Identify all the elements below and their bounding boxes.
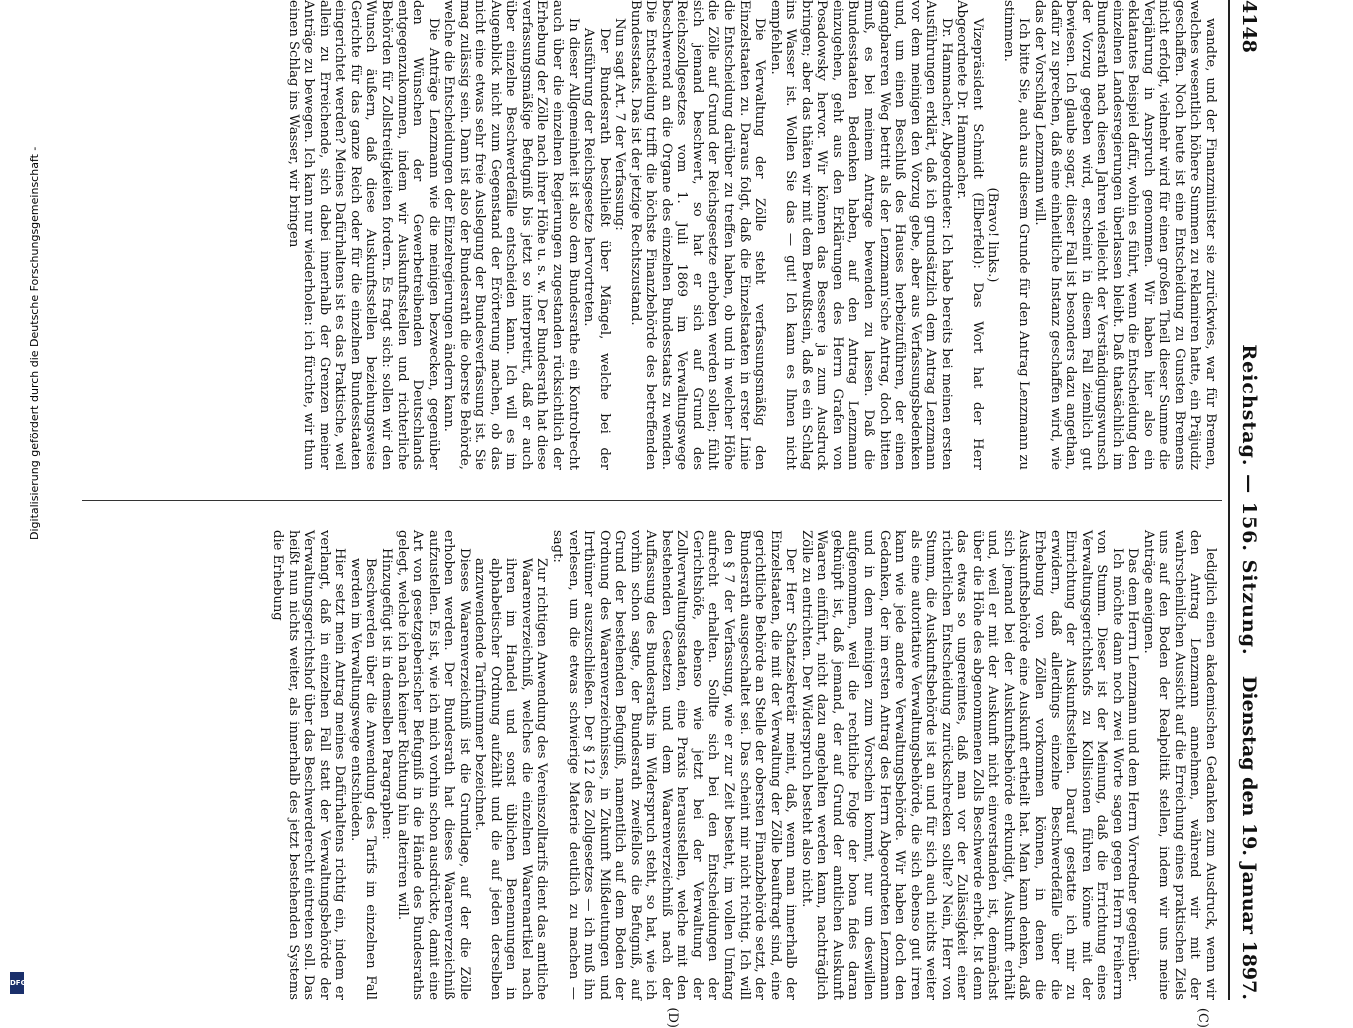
column-separator [82, 500, 1222, 501]
left-text-column [83, 0, 1218, 470]
margin-marker-c: (C) [1195, 1007, 1210, 1028]
left-paragraph: wandte, und der Finanzminister sie zurückwies, war für Bremen, welches wesentlich höhere Summen zu reklamiren hatte, ein Präjudiz geschaffen. Noch heute ist eine Entscheidung zu Gunsten Bremens nicht erfolgt, vielmehr wird für einen großen Theil dieser Summe die Verjährung in Anspruch genommen. Wir haben hier also ein eklatantes Beispiel dafür, wohin es führt, wenn die Entscheidung den einzelnen Landesregierungen überlassen bleibt. Daß thatsächlich im Bundesrath nach diesen Jahren vielleicht der Verständigungswunsch der Vorzug gegeben wird, erscheint in diesem Fall ziemlich gut bewiesen. Ich glaube sogar, dieser Fall ist besonders dazu angethan, dafür zu sprechen, daß eine einheitliche Instanz geschaffen wird, wie das der Vorschlag Lenzmann will. [1031, 0, 1218, 470]
page-number: 4148 [1238, 0, 1260, 53]
right-paragraph: Ich möchte dann noch zwei Worte sagen gegen Herrn Freiherrn von Stumm. Dieser ist der Meinung, daß die Errichtung eines Verwaltungsgerichtshofs zu Kollisionen führen könne mit der Einrichtung der Auskunftsstellen. Darauf gestatte ich mir zu erwidern, daß allerdings einzelne Beschwerdefälle über die Erhebung von Zöllen vorkommen können, in denen die Auskunftsbehörde eine Auskunft ertheilt hat. Man kann denken, daß sich jemand bei der Auskunftsbehörde erkundigt, Auskunft erhält und, weil er mit der Auskunft nicht einverstanden ist, demnächst über die Höhe des abgenommenen Zolls Beschwerde erhebt. Ist denn das etwas so ungereimtes, daß man vor der Zulässigkeit einer richterlichen Entscheidung zurückschrecken sollte? Nein, Herr von Stumm, die Auskunftsbehörde ist an und für sich auch nichts weiter als eine autoritative Verwaltungsbehörde, die sich ebenso gut irren kann wie jede andere Verwaltungsbehörde. Wir haben doch den Gedanken, der im ersten Antrag des Herrn Abgeordneten Lenzmann und in dem meinigen zum Vorschein kommt, nur um deswillen aufgenommen, weil die rechtliche Folge der bona fides daran geknüpft ist, daß jemand, der auf Grund der amtlichen Auskunft Waaren einführt, nicht dazu angehalten werden kann, nachträglich Zölle zu entrichten. Der Widerspruch besteht also nicht. [798, 530, 1125, 1000]
right-quote: Beschwerden über die Anwendung des Tarifs im einzelnen Fall werden im Verwaltungswege entschieden. [347, 558, 379, 1000]
left-paragraph: Vizepräsident Schmidt (Elberfeld): Das Wort hat der Herr Abgeordnete Dr. Hammacher. [954, 0, 985, 470]
digitization-credit [0, 0, 41, 1000]
right-paragraph: Hinzugefügt ist in demselben Paragraphen: [379, 548, 395, 840]
running-header [1230, 0, 1260, 1000]
margin-marker-d: (D) [665, 1007, 680, 1028]
left-paragraph: Nun sagt Art. 7 der Verfassung: [612, 18, 628, 231]
header-rule [1228, 0, 1230, 1000]
right-quote: Zur richtigen Anwendung des Vereinszolltarifs dient das amtliche Waarenverzeichniß, welches die einzelnen Waarenartikel nach ihren im Handel und sonst üblichen Benennungen in alphabetischer Ordnung aufzählt und die auf jeden derselben anzuwendende Tarifnummer bezeichnet. [472, 558, 550, 1000]
left-paragraph: (Bravo! links.) [985, 187, 1001, 283]
right-text-column [83, 530, 1218, 1000]
right-paragraph: Das dem Herrn Lenzmann und dem Herrn Vorredner gegenüber. [1125, 548, 1141, 983]
left-paragraph: Ich bitte Sie, auch aus diesem Grunde für den Antrag Lenzmann zu stimmen. [1000, 0, 1032, 470]
right-paragraph: Dieses Waarenverzeichniß ist die Grundlage, auf der die Zölle erhoben werden. Der Bundesrath hat dieses Waarenverzeichniß aufzustellen. Es ist, wie ich mich vorhin schon ausdrückte, damit eine Art von gesetzgeberischer Befugniß in die Hände des Bundesraths gelegt, welche ich nach keiner Richtung hin alteriren will. [394, 530, 472, 1000]
dfg-logo: DFG [10, 972, 24, 994]
left-paragraph: Die Anträge Lenzmann wie die meinigen bezwecken, gegenüber den Wünschen der Gewerbetreibenden Deutschlands entgegenzukommen, indem wir Auskunftsstellen und richterliche Behörden für Zollstreitigkeiten fordern. Es fragt sich: sollen wir den Wunsch äußern, daß diese Auskunftsstellen beziehungsweise Gerichte für das ganze Reich oder für die einzelnen Bundesstaaten eingerichtet werden? Meines Dafürhaltens ist es das Praktische, weil allein zu Erreichende, sich dabei innerhalb der Grenzen meiner Anträge zu bewegen. Ich kann nur wiederholen: ich fürchte, wir thun einen Schlag ins Wasser, wir bringen [285, 0, 441, 470]
left-paragraph: Dr. Hammacher, Abgeordneter: Ich habe bereits bei meinen ersten Ausführungen erklärt, daß ich grundsätzlich dem Antrag Lenzmann vor dem meinigen den Vorzug gebe, aber aus Verfassungsbedenken und, um einen Beschluß des Hauses herbeizuführen, der einen gangbareren Weg betritt als der Lenzmann'sche Antrag, doch bitten muß, es bei meinem Antrage bewenden zu lassen. Daß die Bundesstaaten Bedenken haben, auf den Antrag Lenzmann einzugehen, geht aus den Erklärungen des Herrn Grafen von Posadowsky hervor. Wir können das Bessere ja zum Ausdruck bringen; aber das thäten wir mit dem Bewußtsein, daß es ein Schlag ins Wasser ist. Wollen Sie das — gut! Ich kann es Ihnen nicht empfehlen. [767, 0, 954, 470]
right-paragraph: Der Herr Schatzsekretär meint, daß, wenn man innerhalb der Einzelstaaten, die mit der Verwaltung der Zölle beauftragt sind, eine gerichtliche Behörde an Stelle der obersten Finanzbehörde setzt, der Bundesrath ausgeschaltet sei. Das scheint mir nicht richtig. Ich will den § 7 der Verfassung, wie er zur Zeit besteht, im vollen Umfang aufrecht erhalten. Sollte sich bei den Entscheidungen der Gerichtshöfe, ebenso wie jetzt bei der Verwaltung der Zollverwaltungsstaaten, eine Praxis herausstellen, welche mit den bestehenden Gesetzen und dem Waarenverzeichniß nach der Auffassung des Bundesraths im Widerspruch steht, so hat, wie ich vorhin schon sagte, der Bundesrath zweifellos die Befugniß, auf Grund der bestehenden Befugniß, namentlich auf dem Boden der Ordnung des Waarenverzeichnisses, in Zukunft Mißdeutungen und Irrthümer auszuschließen. Der § 12 des Zollgesetzes — ich muß ihn verlesen, um die etwas schwierige Materie deutlich zu machen — sagt: [550, 530, 799, 1000]
left-paragraph: In dieser Allgemeinheit ist also dem Bundesrathe ein Kontrolrecht auch über die einzelnen Regierungen zugestanden rücksichtlich der Erhebung der Zölle nach ihrer Höhe u. s. w. Der Bundesrath hat diese verfassungsmäßige Befugniß bis jetzt so interpretirt, daß er auch über einzelne Beschwerdefälle entscheiden kann. Ich will es im Augenblick nicht zum Gegenstand der Erörterung machen, ob das nicht eine etwas sehr freie Auslegung der Bundesverfassung ist. Sie mag zulässig sein. Dann ist also der Bundesrath die oberste Behörde, welche die Entscheidungen der Einzelregierungen ändern kann. [441, 0, 581, 470]
right-paragraph: lediglich einen akademischen Gedanken zum Ausdruck, wenn wir den Antrag Lenzmann annehmen, während wir mit der wahrscheinlichen Aussicht auf die Erreichung eines praktischen Ziels uns auf den Boden der Realpolitik stellen, indem wir uns meine Anträge aneignen. [1140, 530, 1218, 1000]
left-paragraph: Die Verwaltung der Zölle steht verfassungsmäßig den Einzelstaaten zu. Daraus folgt, daß die Einzelstaaten in erster Linie die Entscheidung darüber zu treffen haben, ob und in welcher Höhe die Zölle auf Grund der Reichsgesetze erhoben werden sollen; fühlt sich jemand beschwert, so hat er sich auf Grund des Reichszollgesetzes vom 1. Juli 1869 im Verwaltungswege beschwerend an die Organe des einzelnen Bundesstaats zu wenden. Die Entscheidung trifft die höchste Finanzbehörde des betreffenden Bundesstaats. Das ist der jetzige Rechtszustand. [627, 0, 768, 470]
left-quote: Der Bundesrath beschließt über Mängel, welche bei der Ausführung der Reichsgesetze hervortreten. [581, 28, 612, 470]
header-date: Dienstag den 19. Januar 1897. [1238, 675, 1260, 1000]
rotated-document-page [68, 0, 1268, 1028]
right-paragraph: Hier setzt mein Antrag meines Dafürhaltens richtig ein, indem er verlangt, daß in einzelnen Fall statt der Verwaltungsbehörde der Verwaltungsgerichtshof über das Beschwerderecht eintreten soll. Das heißt nun nichts weiter, als innerhalb des jetzt bestehenden Systems die Erhebung [270, 530, 348, 1000]
credit-text: Digitalisierung gefördert durch die Deutsche Forschungsgemeinschaft - [28, 146, 41, 540]
header-title: Reichstag. — 156. Sitzung. [1238, 344, 1260, 656]
